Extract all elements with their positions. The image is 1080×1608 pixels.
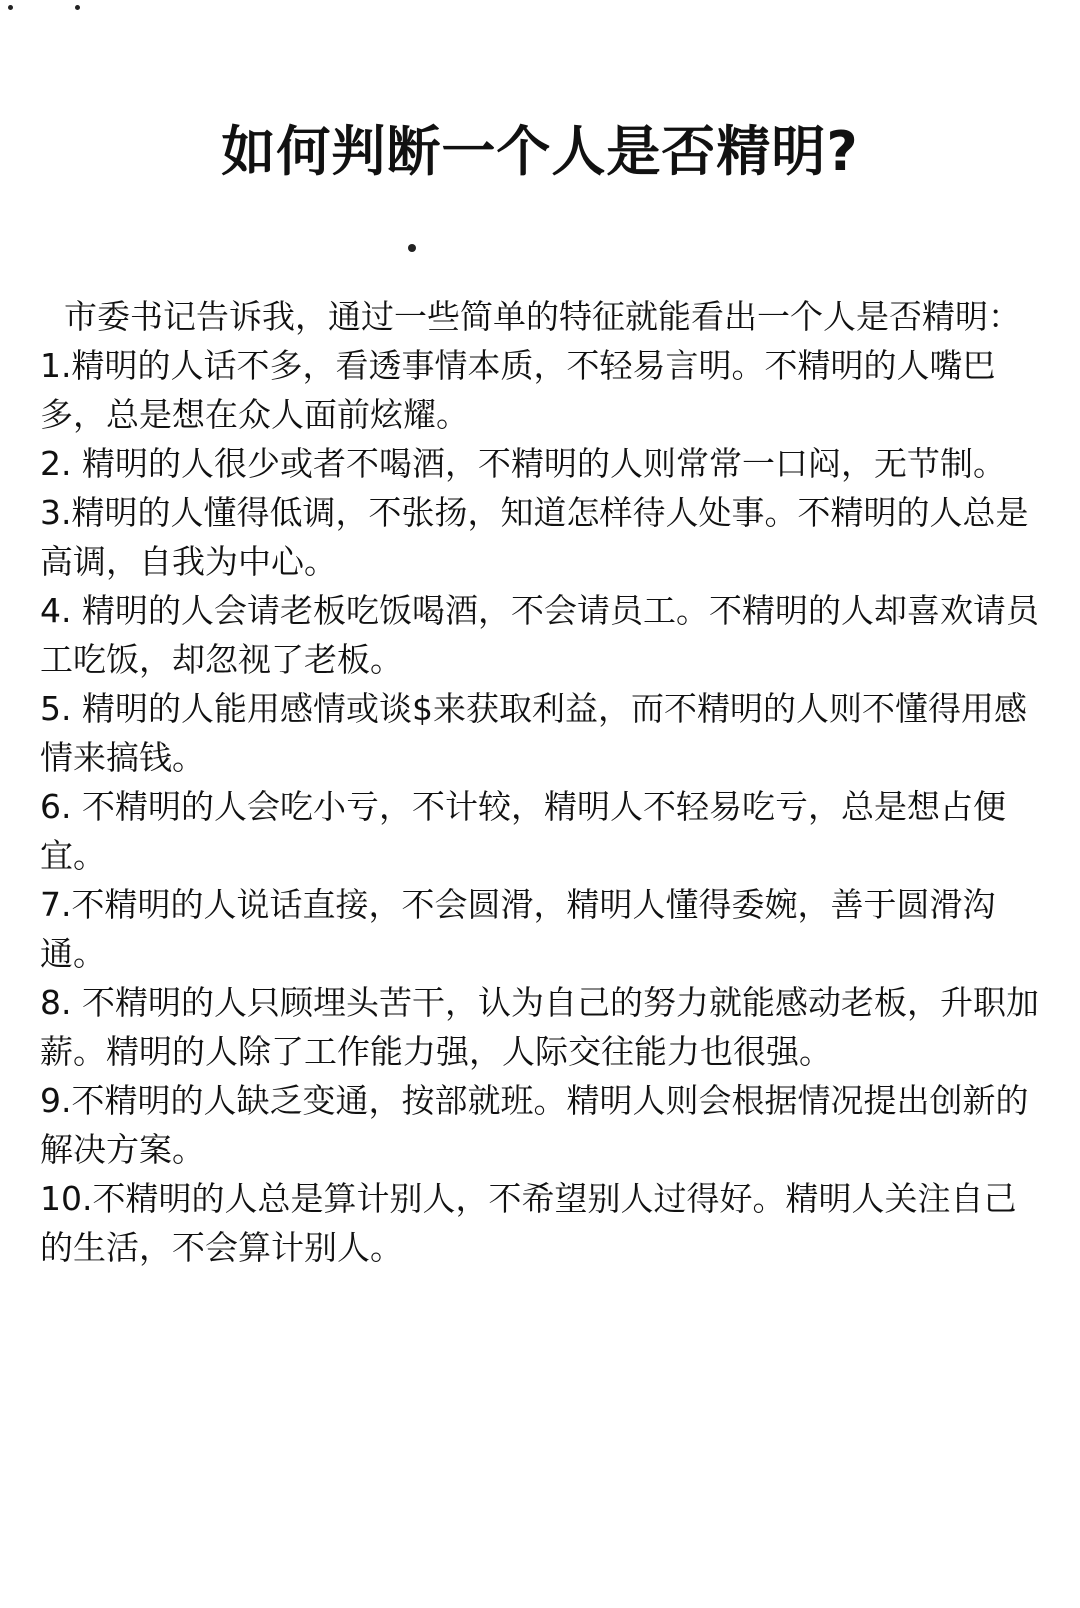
intro-paragraph: 市委书记告诉我，通过一些简单的特征就能看出一个人是否精明： (64, 297, 1021, 336)
list-item: 8. 不精明的人只顾埋头苦干，认为自己的努力就能感动老板，升职加薪。精明的人除了工作能力强，人际交往能力也很强。 (40, 983, 1039, 1071)
list-item: 7.不精明的人说话直接，不会圆滑，精明人懂得委婉，善于圆滑沟通。 (40, 885, 996, 973)
list-item: 1.精明的人话不多，看透事情本质，不轻易言明。不精明的人嘴巴多，总是想在众人面前炫耀。 (40, 346, 996, 434)
list-item: 9.不精明的人缺乏变通，按部就班。精明人则会根据情况提出创新的解决方案。 (40, 1081, 1029, 1169)
list-item: 3.精明的人懂得低调，不张扬，知道怎样待人处事。不精明的人总是高调，自我为中心。 (40, 493, 1029, 581)
speck-mark (8, 5, 13, 10)
article-body (40, 292, 1040, 1272)
page-title: 如何判断一个人是否精明? (221, 120, 859, 183)
list-item: 2. 精明的人很少或者不喝酒，不精明的人则常常一口闷，无节制。 (40, 444, 1006, 483)
list-item: 4. 精明的人会请老板吃饭喝酒，不会请员工。不精明的人却喜欢请员工吃饭，却忽视了老板。 (40, 591, 1039, 679)
list-item: 5. 精明的人能用感情或谈$来获取利益，而不精明的人则不懂得用感情来搞钱。 (40, 689, 1027, 777)
speck-mark (75, 5, 80, 10)
speck-mark (408, 244, 416, 252)
list-item: 10.不精明的人总是算计别人，不希望别人过得好。精明人关注自己的生活，不会算计别人。 (40, 1179, 1017, 1267)
list-item: 6. 不精明的人会吃小亏，不计较，精明人不轻易吃亏，总是想占便宜。 (40, 787, 1006, 875)
